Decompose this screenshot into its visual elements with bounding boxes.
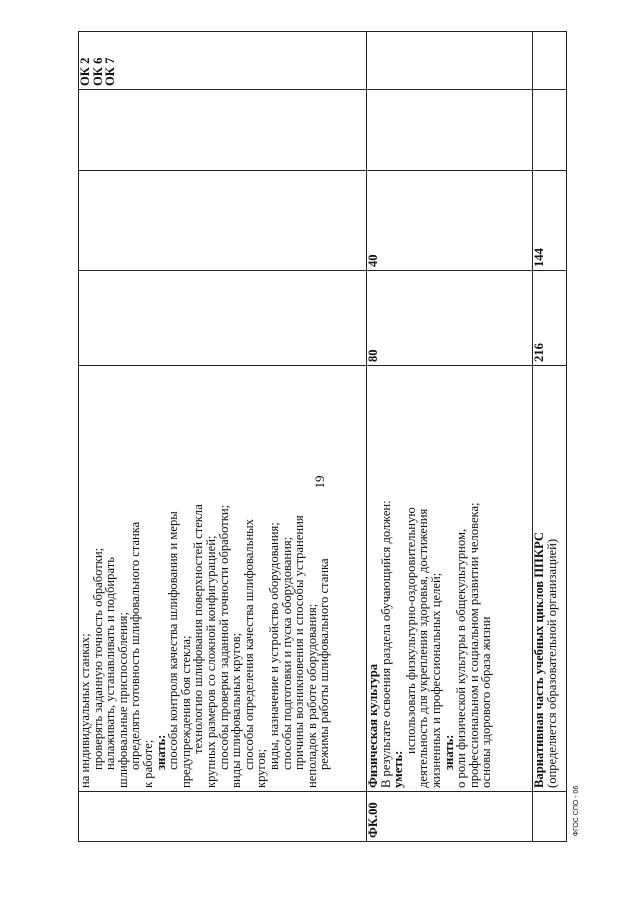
mandatory-hours-value: 144 (533, 171, 567, 271)
content-line: виды, назначение и устройство оборудования; (266, 522, 281, 770)
section-subtitle: (определяется образовательной организацией) (544, 538, 559, 788)
content-line: шлифовальные приспособления; (115, 612, 130, 788)
content-line: способы определения качества шлифовальных (241, 519, 256, 770)
content-line: жизненных и профессиональных целей; (428, 572, 443, 788)
content-line: профессиональном и социальном развитии человека; (466, 502, 481, 788)
content-line: виды шлифовальных кругов; (229, 632, 244, 788)
mandatory-hours-cell (79, 171, 367, 271)
table-row-physical-education (367, 32, 533, 842)
know-heading: знать: (153, 734, 168, 770)
content-line: налаживать, устанавливать и подбирать (103, 557, 118, 770)
content-line: режимы работы шлифовального станка (317, 558, 332, 770)
content-line: кругов; (254, 748, 269, 788)
section-title: Физическая культура (366, 663, 380, 788)
content-line: способы контроля качества шлифования и меры (166, 511, 181, 770)
landscape-sheet (78, 32, 638, 842)
index-cell (533, 792, 567, 842)
competency-code: ОК 2 (78, 57, 92, 86)
content-line: способы подготовки и пуска оборудования; (279, 536, 294, 770)
max-load-value: 80 (367, 271, 533, 366)
content-line: крупных размеров со сложной конфигурацией; (203, 535, 218, 788)
page-number: 19 (312, 475, 327, 489)
discipline-index-cell (79, 90, 367, 171)
content-cell (79, 366, 367, 792)
competencies-cell (533, 32, 567, 90)
content-line: использовать физкультурно-оздоровительную (403, 507, 418, 754)
know-heading: знать: (441, 734, 456, 770)
table-row-variative (533, 32, 567, 842)
content-line: о роли физической культуры в общекультурном, (454, 528, 469, 788)
content-line: неполадок в работе оборудования; (304, 603, 319, 788)
table-row-continued (79, 32, 367, 842)
content-cell (533, 366, 567, 792)
competencies-cell (79, 32, 367, 90)
content-cell (367, 366, 533, 792)
skills-heading: уметь: (391, 750, 406, 788)
content-line: основы здорового образа жизни (479, 616, 494, 788)
footer-code: ФГОС СПО - 06 (573, 785, 580, 837)
content-line: В результате освоения раздела обучающийся должен: (378, 500, 393, 788)
content-line: способы проверки заданной точности обработки; (216, 504, 231, 770)
content-line: причины возникновения и способы устранения (292, 515, 307, 770)
discipline-index-cell (533, 90, 567, 171)
competencies-cell (367, 32, 533, 90)
section-title: Вариативная часть учебных циклов ППКРС (532, 532, 546, 788)
mandatory-hours-value: 40 (367, 171, 533, 271)
content-line: предупреждения боя стекла; (178, 635, 193, 788)
competency-code: ОК 7 (103, 57, 118, 86)
max-load-cell (79, 271, 367, 366)
competency-code: ОК 6 (90, 57, 105, 86)
discipline-index-cell (367, 90, 533, 171)
content-line: проверять заданную точность обработки; (90, 547, 105, 770)
content-line: на индивидуальных станках; (78, 633, 92, 788)
curriculum-table (78, 31, 567, 842)
index-cell (79, 792, 367, 842)
max-load-value: 216 (533, 271, 567, 366)
content-line: деятельность для укрепления здоровья, достижения (416, 508, 431, 788)
content-line: определять готовность шлифовального станка (128, 521, 143, 770)
content-line: технологию шлифования поверхностей стекла (191, 504, 206, 754)
content-line: к работе; (140, 739, 155, 788)
section-code: ФК.00 (367, 792, 533, 842)
